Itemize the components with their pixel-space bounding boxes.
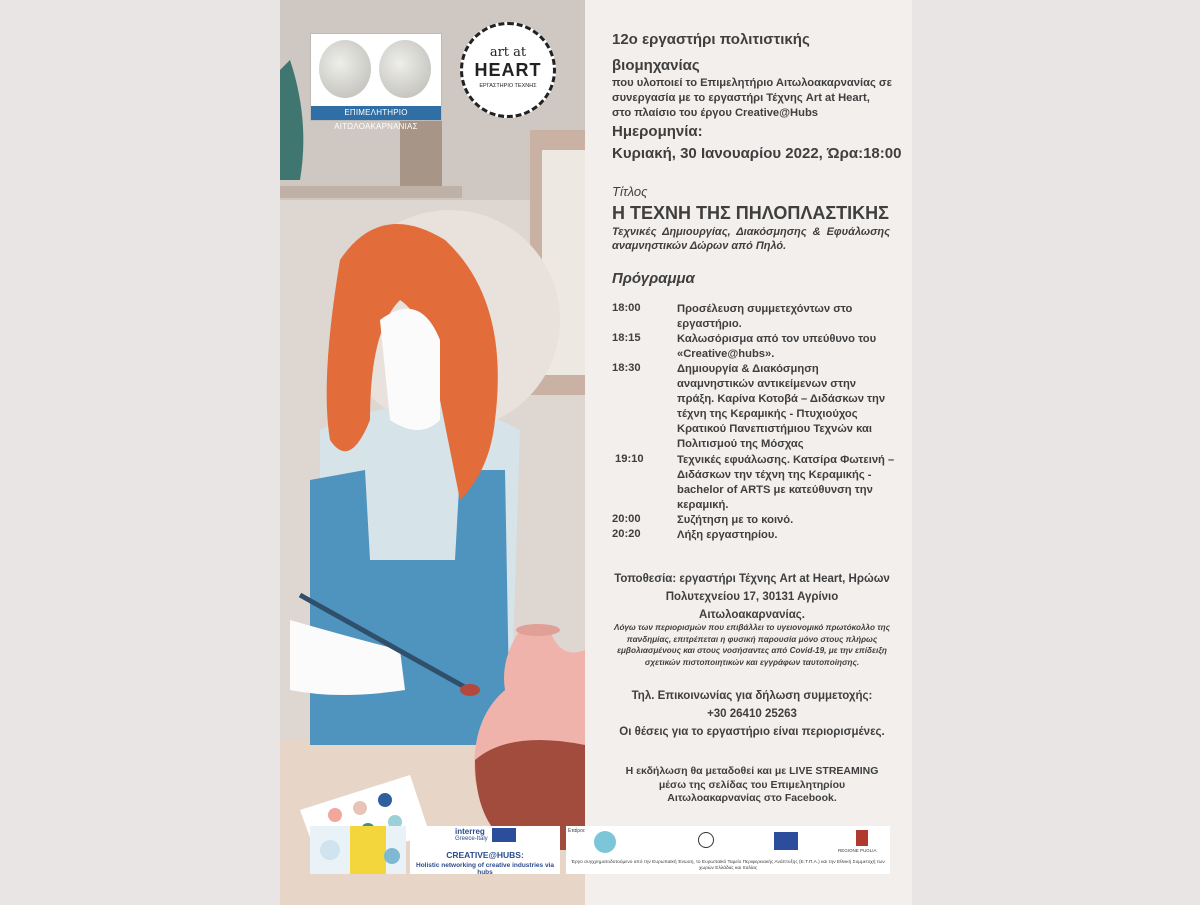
subtitle: που υλοποιεί το Επιμελητήριο Αιτωλοακαρνανίας σε συνεργασία με το εργαστήρι Τέχνης Art at Heart, στο πλαίσιο του έργου Creative@Hubs [612,77,892,119]
title-label: Τίτλος [612,184,648,199]
program-time: 20:20 [612,528,641,540]
program-time: 18:00 [612,302,641,314]
streaming-notice: Η εκδήλωση θα μεταδοθεί και με LIVE STREAMING μέσω της σελίδας του Επιμελητηρίου Αιτωλοακαρνανίας στο Facebook. [625,765,879,804]
chamber-logo-caption: ΕΠΙΜΕΛΗΤΗΡΙΟ ΑΙΤΩΛΟΑΚΑΡΝΑΝΙΑΣ [311,106,441,120]
contact-phone: +30 26410 25263 [707,708,797,720]
eu-flag-icon [492,828,516,842]
puglia-label: REGIONE PUGLIA [838,848,877,853]
program-label: Πρόγραμμα [612,270,695,287]
title-line2: βιομηχανίας [612,57,700,74]
program-desc: Καλωσόρισμα από τον υπεύθυνο του «Creative@hubs». [677,333,877,360]
program-desc: Λήξη εργαστηρίου. [677,529,778,541]
program-time: 18:30 [612,362,641,374]
project-subtitle: Holistic networking of creative industries via hubs [416,862,554,876]
art-logo-line3: ΕΡΓΑΣΤΗΡΙΟ ΤΕΧΝΗΣ [479,83,537,89]
puglia-crest-icon [856,830,868,846]
limited-seats: Οι θέσεις για το εργαστήριο είναι περιορισμένες. [619,726,885,738]
workshop-title: Η ΤΕΧΝΗ ΤΗΣ ΠΗΛΟΠΛΑΣΤΙΚΗΣ [612,203,889,223]
funding-note: Έργο συγχρηματοδοτούμενο από την Ευρωπαϊκή Ένωση, το Ευρωπαϊκό Ταμείο Περιφερειακής Ανάπτυξης (Ε.Τ.Π.Α.) και την Εθνική Συμμετοχή των χωρών Ελλάδας και Ιταλίας [571,860,885,871]
region-logo-icon [774,832,798,850]
partners-block [566,826,890,874]
partner-footer [310,826,890,874]
region-west-greece-icon [594,831,616,853]
interreg-block [410,826,560,874]
title-line1: 12ο εργαστήρι πολιτιστικής [612,31,810,48]
program-desc: Δημιουργία & Διακόσμηση αναμνηστικών αντικείμενων στην πράξη. Καρίνα Κοτοβά – Διδάσκων την τέχνη της Κεραμικής - Πτυχιούχος Κρατικού Πανεπιστήμιου Τεχνών και Πολιτισμού της Μόσχας [677,363,886,450]
program-desc: Συζήτηση με το κοινό. [677,514,794,526]
date-value: Κυριακή, 30 Ιανουαρίου 2022, Ώρα:18:00 [612,145,902,162]
coin-right-icon [379,40,431,98]
project-name: CREATIVE@HUBS: [446,850,524,860]
poster [280,0,912,905]
program-time: 19:10 [615,453,644,465]
art-at-heart-logo [460,22,556,118]
creative-hubs-icon [310,826,406,874]
workshop-subtitle: Τεχνικές Δημιουργίας, Διακόσμησης & Εφυάλωσης αναμνηστικών Δώρων από Πηλό. [612,226,890,252]
covid-notice: Λόγω των περιορισμών που επιβάλλει το υγειονομικό πρωτόκολλο της πανδημίας, επιτρέπεται η φυσική παρουσία μόνο στους πλήρως εμβολιασμένους και στους νοσήσαντες από Covid-19, με την επίδειξη σχετικών πιστοποιητικών και εγγράφων ταυτοποίησης. [614,623,890,667]
illustration-panel [280,0,585,905]
art-logo-line2: HEART [474,60,542,80]
painter-illustration [280,0,585,905]
program-time: 20:00 [612,513,641,525]
interreg-label: interreg [455,827,485,836]
creative-hubs-graphic [310,826,406,874]
date-label: Ημερομηνία: [612,123,703,140]
program-time: 18:15 [612,332,641,344]
partners-label: Εταίροι: [568,828,586,834]
location: Τοποθεσία: εργαστήρι Τέχνης Art at Heart, Ηρώων Πολυτεχνείου 17, 30131 Αγρίνιο Αιτωλοακαρνανίας. [614,573,890,621]
program-desc: Τεχνικές εφυάλωσης. Κατσίρα Φωτεινή – Διδάσκων την τέχνη της Κεραμικής - bachelor of ARTS με κατεύθυνση την κεραμική. [677,454,895,511]
contact-label: Τηλ. Επικοινωνίας για δήλωση συμμετοχής: [631,690,873,702]
program-desc: Προσέλευση συμμετεχόντων στο εργαστήριο. [677,303,853,330]
greek-emblem-icon [698,832,714,848]
interreg-sub: Greece-Italy [455,836,488,842]
art-logo-line1: art at [489,45,527,60]
chamber-logo [310,33,442,131]
coin-left-icon [319,40,371,98]
